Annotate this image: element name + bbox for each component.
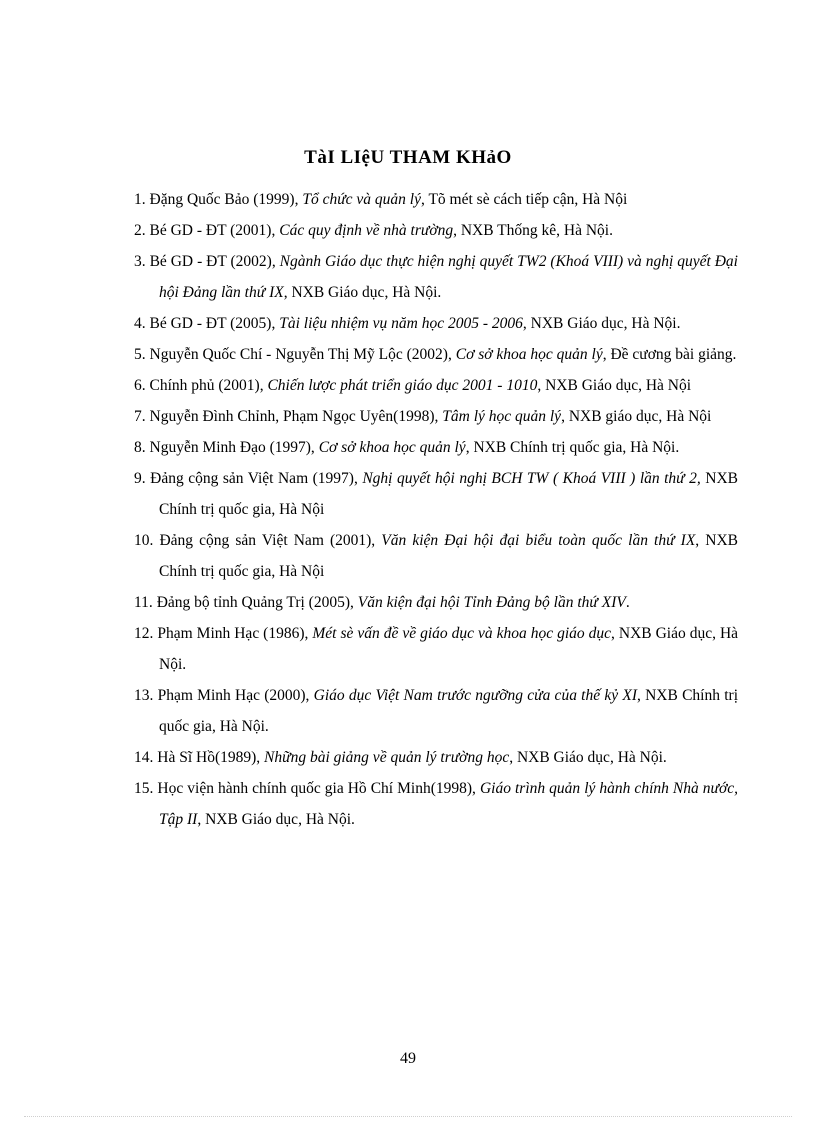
reference-publisher: , NXB Thống kê, Hà Nội.	[453, 222, 613, 239]
reference-title: Tâm lý học quản lý	[442, 408, 562, 425]
reference-number: 10.	[134, 532, 154, 549]
reference-number: 15.	[134, 780, 154, 797]
reference-number: 9.	[134, 470, 146, 487]
reference-item	[134, 742, 738, 773]
reference-author: Đảng cộng sản Việt Nam (1997),	[150, 470, 363, 487]
reference-title: Văn kiện đại hội Tỉnh Đảng bộ lần thứ XIV	[357, 594, 626, 611]
reference-author: Bé GD - ĐT (2002),	[149, 253, 280, 270]
reference-number: 6.	[134, 377, 146, 394]
reference-author: Chính phủ (2001),	[149, 377, 268, 394]
footer-divider	[24, 1116, 792, 1117]
reference-item	[134, 246, 738, 308]
reference-number: 14.	[134, 749, 154, 766]
reference-number: 7.	[134, 408, 146, 425]
reference-author: Phạm Minh Hạc (2000),	[157, 687, 314, 704]
reference-publisher: , NXB giáo dục, Hà Nội	[561, 408, 712, 425]
reference-author: Phạm Minh Hạc (1986),	[157, 625, 313, 642]
reference-number: 5.	[134, 346, 146, 363]
reference-item	[134, 215, 738, 246]
reference-publisher: , NXB Giáo dục, Hà Nội.	[159, 625, 739, 673]
reference-author: Học viện hành chính quốc gia Hồ Chí Minh(1998),	[157, 780, 480, 797]
reference-author: Nguyễn Đình Chỉnh, Phạm Ngọc Uyên(1998),	[149, 408, 443, 425]
reference-item	[134, 773, 738, 835]
reference-author: Hà Sĩ Hồ(1989),	[157, 749, 265, 766]
reference-number: 4.	[134, 315, 146, 332]
reference-publisher: , NXB Giáo dục, Hà Nội	[537, 377, 692, 394]
reference-publisher: , NXB Giáo dục, Hà Nội.	[522, 315, 681, 332]
reference-title: Cơ sở khoa học quản lý	[318, 439, 466, 456]
page-number: 49	[400, 1050, 416, 1067]
reference-author: Bé GD - ĐT (2001),	[149, 222, 280, 239]
reference-item	[134, 618, 738, 680]
reference-title: Mét sè vấn đề về giáo dục và khoa học giáo dục	[312, 625, 612, 642]
reference-publisher: .	[625, 594, 630, 611]
reference-title: Tổ chức và quản lý	[302, 191, 421, 208]
reference-item	[134, 339, 738, 370]
reference-title: Cơ sở khoa học quản lý	[455, 346, 603, 363]
reference-title: Chiến lược phát triển giáo dục 2001 - 1010	[267, 377, 538, 394]
reference-title: Giáo dục Việt Nam trước ngưỡng cửa của thế kỷ XI	[313, 687, 637, 704]
reference-number: 2.	[134, 222, 146, 239]
reference-publisher: , NXB Chính trị quốc gia, Hà Nội.	[159, 687, 738, 735]
reference-author: Đặng Quốc Bảo (1999),	[149, 191, 303, 208]
reference-list	[134, 184, 738, 835]
reference-item	[134, 525, 738, 587]
reference-item	[134, 463, 738, 525]
reference-publisher: , NXB Giáo dục, Hà Nội.	[283, 284, 442, 301]
reference-number: 13.	[134, 687, 154, 704]
reference-publisher: NXB Chính trị quốc gia, Hà Nội	[159, 470, 739, 518]
reference-number: 8.	[134, 439, 146, 456]
reference-item	[134, 432, 738, 463]
reference-number: 12.	[134, 625, 154, 642]
reference-number: 3.	[134, 253, 146, 270]
reference-publisher: , Đề cương bài giảng.	[602, 346, 737, 363]
reference-item	[134, 587, 738, 618]
reference-item	[134, 401, 738, 432]
reference-publisher: , NXB Chính trị quốc gia, Hà Nội.	[465, 439, 680, 456]
reference-author: Đảng cộng sản Việt Nam (2001),	[159, 532, 382, 549]
reference-title: Nghị quyết hội nghị BCH TW ( Khoá VIII ) lần thứ 2,	[362, 470, 701, 487]
reference-title: Tài liệu nhiệm vụ năm học 2005 - 2006	[279, 315, 523, 332]
reference-number: 1.	[134, 191, 146, 208]
reference-author: Nguyễn Minh Đạo (1997),	[149, 439, 319, 456]
reference-publisher: , Tõ mét sè cách tiếp cận, Hà Nội	[420, 191, 628, 208]
reference-publisher: , NXB Giáo dục, Hà Nội.	[509, 749, 667, 766]
reference-item	[134, 680, 738, 742]
reference-title: Ngành Giáo dục thực hiện nghị quyết TW2 (Khoá VIII) và nghị quyết Đại hội Đảng lần thứ IX	[159, 253, 738, 301]
reference-item	[134, 184, 738, 215]
reference-author: Đảng bộ tỉnh Quảng Trị (2005),	[156, 594, 358, 611]
reference-publisher: , NXB Chính trị quốc gia, Hà Nội	[159, 532, 739, 580]
reference-author: Nguyễn Quốc Chí - Nguyễn Thị Mỹ Lộc (2002),	[149, 346, 456, 363]
reference-title: Văn kiện Đại hội đại biểu toàn quốc lần thứ IX	[381, 532, 696, 549]
reference-title: Giáo trình quản lý hành chính Nhà nước, Tập II	[159, 780, 739, 828]
reference-title: Những bài giảng về quản lý trường học	[264, 749, 510, 766]
reference-item	[134, 308, 738, 339]
reference-author: Bé GD - ĐT (2005),	[149, 315, 280, 332]
reference-title: Các quy định về nhà trường	[279, 222, 454, 239]
page-title: TàI LIệU THAM KHảO	[304, 146, 512, 168]
reference-publisher: , NXB Giáo dục, Hà Nội.	[197, 811, 355, 828]
reference-item	[134, 370, 738, 401]
reference-number: 11.	[134, 594, 153, 611]
